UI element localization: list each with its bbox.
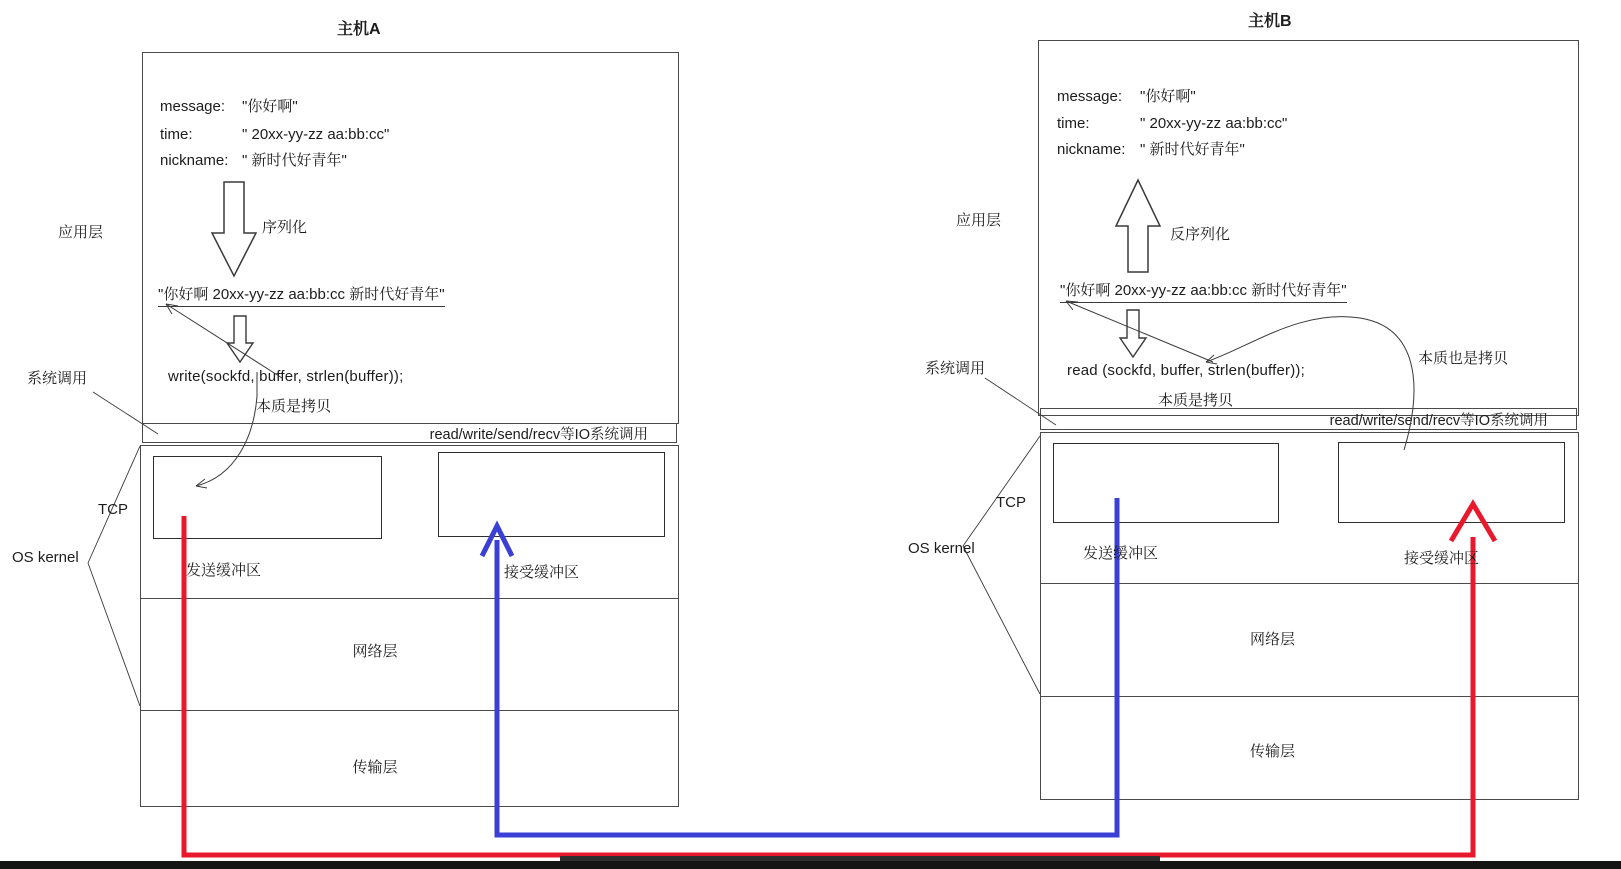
host-b-read-call: read (sockfd, buffer, strlen(buffer)); <box>1067 362 1305 379</box>
host-b-field-time-value: " 20xx-yy-zz aa:bb:cc" <box>1140 115 1288 132</box>
host-a-app-layer-label: 应用层 <box>58 224 104 241</box>
host-a-recv-buffer-box <box>438 452 665 537</box>
host-a-kernel-divider-2 <box>141 710 678 711</box>
host-a-io-syscall-bar <box>142 423 677 443</box>
host-a-field-nickname-label: nickname: <box>160 152 229 169</box>
host-a-field-time-value: " 20xx-yy-zz aa:bb:cc" <box>242 126 390 143</box>
host-a-recv-buffer-label: 接受缓冲区 <box>504 564 580 581</box>
host-a-field-nickname-value: " 新时代好青年" <box>242 152 347 169</box>
host-b-field-nickname-label: nickname: <box>1057 141 1126 158</box>
host-a-os-kernel-label: OS kernel <box>12 549 79 566</box>
host-b-copy-note-2: 本质也是拷贝 <box>1418 350 1509 367</box>
host-b-os-kernel-label: OS kernel <box>908 540 975 557</box>
host-a-copy-note: 本质是拷贝 <box>256 398 332 415</box>
host-b-io-syscall-bar-label: read/write/send/recv等IO系统调用 <box>1329 412 1548 429</box>
host-a-write-call: write(sockfd, buffer, strlen(buffer)); <box>168 368 404 385</box>
host-a-field-message-value: "你好啊" <box>242 98 298 115</box>
host-b-app-layer-label: 应用层 <box>956 212 1002 229</box>
host-a-field-time-label: time: <box>160 126 193 143</box>
host-a-network-layer-label: 网络层 <box>352 643 398 660</box>
host-b-send-buffer-box <box>1053 443 1279 523</box>
host-b-io-syscall-bar <box>1040 408 1577 430</box>
host-b-field-message-label: message: <box>1057 88 1123 105</box>
host-b-serialized-string: "你好啊 20xx-yy-zz aa:bb:cc 新时代好青年" <box>1060 282 1347 303</box>
host-b-kernel-divider-1 <box>1041 583 1578 584</box>
host-a-syscall-label: 系统调用 <box>27 370 88 387</box>
host-a-tcp-label: TCP <box>98 501 128 518</box>
host-b-field-time-label: time: <box>1057 115 1090 132</box>
host-b-deserialize-label: 反序列化 <box>1170 226 1231 243</box>
host-b-field-message-value: "你好啊" <box>1140 88 1196 105</box>
host-b-title: 主机B <box>1248 13 1292 30</box>
host-a-field-message-label: message: <box>160 98 226 115</box>
host-a-send-buffer-label: 发送缓冲区 <box>186 562 262 579</box>
host-a-io-syscall-bar-label: read/write/send/recv等IO系统调用 <box>429 426 648 443</box>
host-a-transport-layer-label: 传输层 <box>352 759 398 776</box>
host-a-title: 主机A <box>337 21 381 38</box>
host-b-network-layer-label: 网络层 <box>1249 631 1295 648</box>
host-a-serialize-label: 序列化 <box>262 219 308 236</box>
host-b-syscall-label: 系统调用 <box>925 360 986 377</box>
host-a-kernel-divider-1 <box>141 598 678 599</box>
host-b-recv-buffer-label: 接受缓冲区 <box>1404 550 1480 567</box>
host-b-tcp-label: TCP <box>996 494 1026 511</box>
bottom-band <box>0 861 1621 869</box>
host-b-copy-note: 本质是拷贝 <box>1158 392 1234 409</box>
host-a-send-buffer-box <box>153 456 382 539</box>
host-b-transport-layer-label: 传输层 <box>1249 743 1295 760</box>
host-b-send-buffer-label: 发送缓冲区 <box>1083 545 1159 562</box>
host-b-kernel-divider-2 <box>1041 696 1578 697</box>
host-b-field-nickname-value: " 新时代好青年" <box>1140 141 1245 158</box>
host-a-serialized-string: "你好啊 20xx-yy-zz aa:bb:cc 新时代好青年" <box>158 286 445 307</box>
host-b-recv-buffer-box <box>1338 442 1565 523</box>
